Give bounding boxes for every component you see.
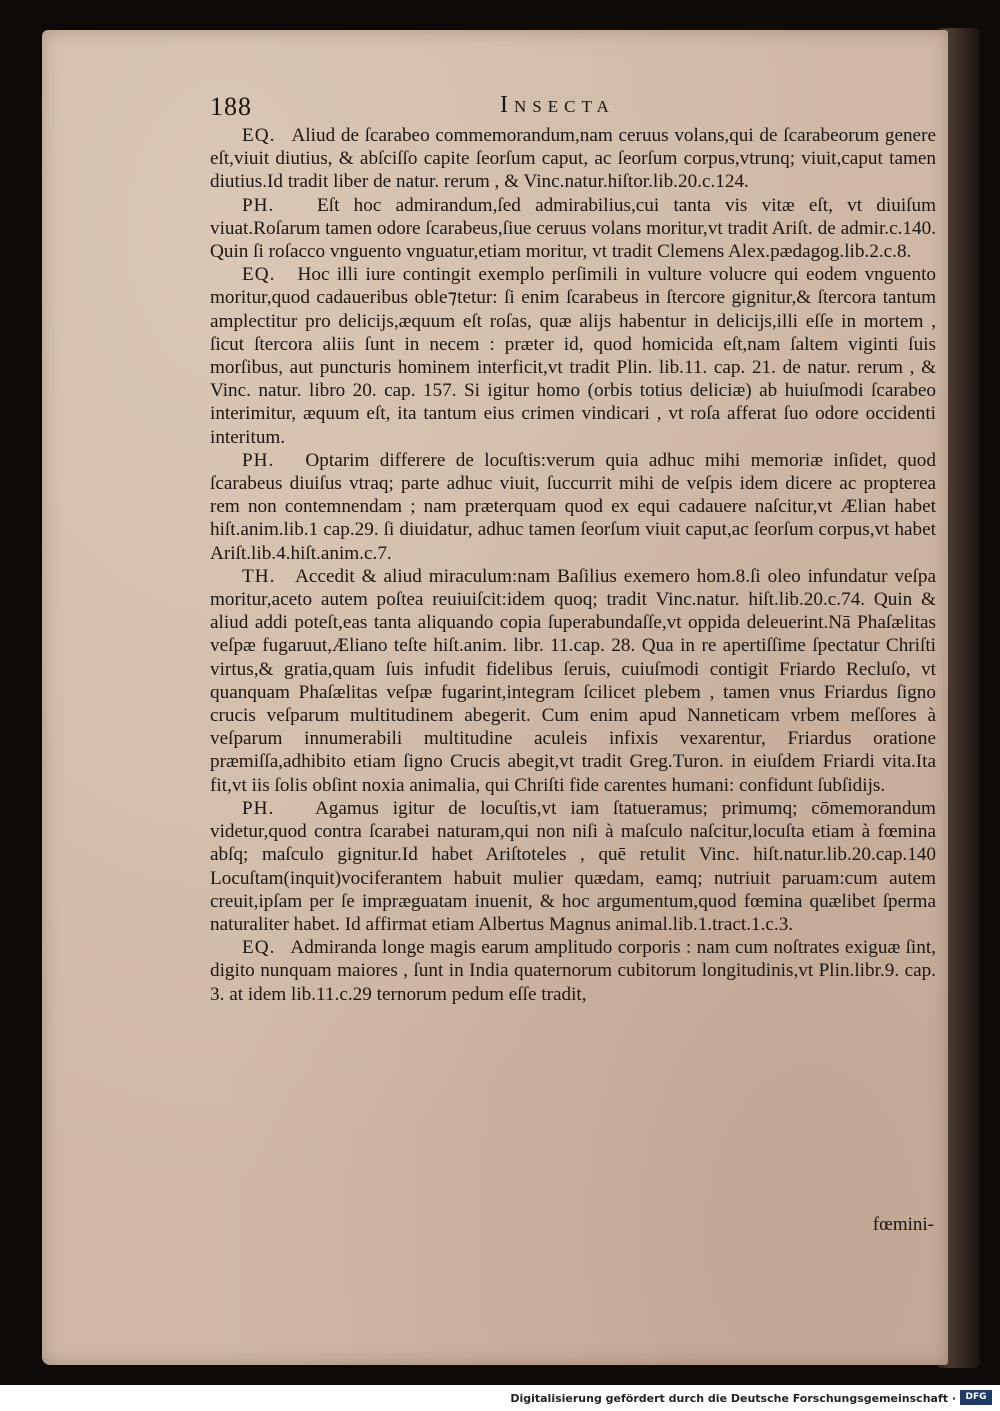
paragraph <box>210 565 936 797</box>
speaker-label: EQ. <box>242 125 276 146</box>
paragraph <box>210 263 936 449</box>
paragraph-text: Accedit & aliud miraculum:nam Baſilius exemero hom.8.ſi oleo infundatur veſpa moritur,aceto autem poſtea reuiuiſcit:idem quoq; tradit Vinc.natur. hiſt.lib.20.c.74. Quin & aliud addi poteſt,eas tanta aliquando copia ſuperabundaſſe,vt oppida deleuerint.Nā Phaſælitas veſpæ fugaruut,Æliano teſte hiſt.anim. libr. 11.cap. 28. Qua in re apertiſſime ſpectatur Chriſti virtus,& gratia,quam ſuis infudit fidelibus ſeruis, cuiuſmodi contigit Friardo Recluſo, vt quanquam Phaſælitas veſpæ fugarint,integram ſcilicet plebem , tamen vnus Friardus ſigno crucis veſparum multitudinem abegerit. Cum enim apud Nanneticam vrbem meſſores à veſparum innumerabili multitudine aculeis infixis vexarentur, Friardus oratione præmiſſa,adhibito etiam ſigno Crucis abegit,vt tradit Greg.Turon. in eiuſdem Friardi vita.Ita fit,vt iis ſolis obſint noxia animalia, qui Chriſti fide carentes humani: confidunt ſubſidijs. <box>210 565 936 796</box>
paragraph-text: Admiranda longe magis earum amplitudo corporis : nam cum noſtrates exiguæ ſint, digito nunquam maiores , ſunt in India quaternorum cubitorum longitudinis,vt Plin.libr.9. cap. 3. at idem lib.11.c.29 ternorum pedum eſſe tradit, <box>210 937 936 1005</box>
catchword: fœmini- <box>872 1214 934 1235</box>
footer-credit: Digitalisierung gefördert durch die Deutsche Forschungsgemeinschaft · <box>510 1392 956 1405</box>
speaker-label: TH. <box>242 565 276 587</box>
dfg-logo-icon: DFG <box>960 1390 992 1405</box>
page-header <box>210 92 680 122</box>
running-title: Insecta <box>500 92 615 118</box>
paragraph <box>210 194 936 264</box>
paragraph-text: Optarim differere de locuſtis:verum quia adhuc mihi memoriæ inſidet, quod ſcarabeus diuiſus vtraq; parte adhuc viuit, ſuccurrit mihi de veſpis idem dicere ac propterea rem non contemnendam ; nam præterquam quod ex equi cadauere naſcitur,vt Ælian habet hiſt.anim.lib.1 cap.29. ſi diuidatur, adhuc tamen ſeorſum viuit caput,ac ſeorſum corpus,vt habet Ariſt.lib.4.hiſt.anim.c.7. <box>210 449 936 564</box>
paragraph-text: Eſt hoc admirandum,ſed admirabilius,cui tanta vis vitæ eſt, vt diuiſum viuat.Roſarum tamen odore ſcarabeus,ſiue ceruus volans moritur,vt tradit Ariſt. de admir.c.140. Quin ſi roſacco vnguento vnguatur,etiam moritur, vt tradit Clemens Alex.pædagog.lib.2.c.8. <box>210 194 936 263</box>
page-number: 188 <box>210 92 252 121</box>
paragraph-text: Agamus igitur de locuſtis,vt iam ſtatueramus; primumq; cōmemorandum videtur,quod contra ſcarabei naturam,qui non niſi à maſculo naſcitur,locuſta etiam à fœmina abſq; maſculo gignitur.Id habet Ariſtoteles , quē retulit Vinc. hiſt.natur.lib.20.cap.140 Locuſtam(inquit)vociferantem habuit mulier quædam, eamq; nutriuit paruam:cum autem creuit,ipſam per ſe impræguatam inuenit, & hoc argumentum,quod fœmina quælibet ſperma naturaliter habet. Id affirmat etiam Albertus Magnus animal.lib.1.tract.1.c.3. <box>210 797 936 935</box>
speaker-label: EQ. <box>242 264 276 286</box>
paragraph <box>210 449 936 565</box>
paragraph <box>210 797 936 936</box>
paragraph <box>210 124 936 194</box>
paragraph <box>210 936 936 1006</box>
speaker-label: PH. <box>242 797 275 819</box>
speaker-label: PH. <box>242 194 275 216</box>
speaker-label: EQ. <box>242 937 276 959</box>
footer-bar <box>0 1385 1000 1411</box>
paragraph-text: Aliud de ſcarabeo commemorandum,nam ceruus volans,qui de ſcarabeorum genere eſt,viuit diutius, & abſciſſo capite ſeorſum caput, ac ſeorſum corpus,vtrunq; viuit,caput tamen diutius.Id tradit liber de natur. rerum , & Vinc.natur.hiſtor.lib.20.c.124. <box>210 125 936 193</box>
paragraph-text: Hoc illi iure contingit exemplo perſimili in vulture volucre qui eodem vnguento moritur,quod cadaueribus oble⁊tetur: ſi enim ſcarabeus in ſtercore gignitur,& ſtercora tantum amplectitur pro delicijs,æquum eſt roſas, quæ alijs habentur in delicijs,illi eſſe in mortem , ſicut ſtercora aliis ſunt in necem : præter id, quod homicida eſt,nam ſaltem viginti ſuis morſibus, aut puncturis hominem interficit,vt tradit Plin. lib.11. cap. 21. de natur. rerum , & Vinc. natur. libro 20. cap. 157. Si igitur homo (orbis totius deliciæ) ab huiuſmodi ſcarabeo interimitur, æquum eſt, ita tantum eius crimen vindicari , vt roſa afferat ſuo odore occidenti interitum. <box>210 264 936 448</box>
speaker-label: PH. <box>242 449 275 471</box>
text-block <box>210 124 936 1006</box>
